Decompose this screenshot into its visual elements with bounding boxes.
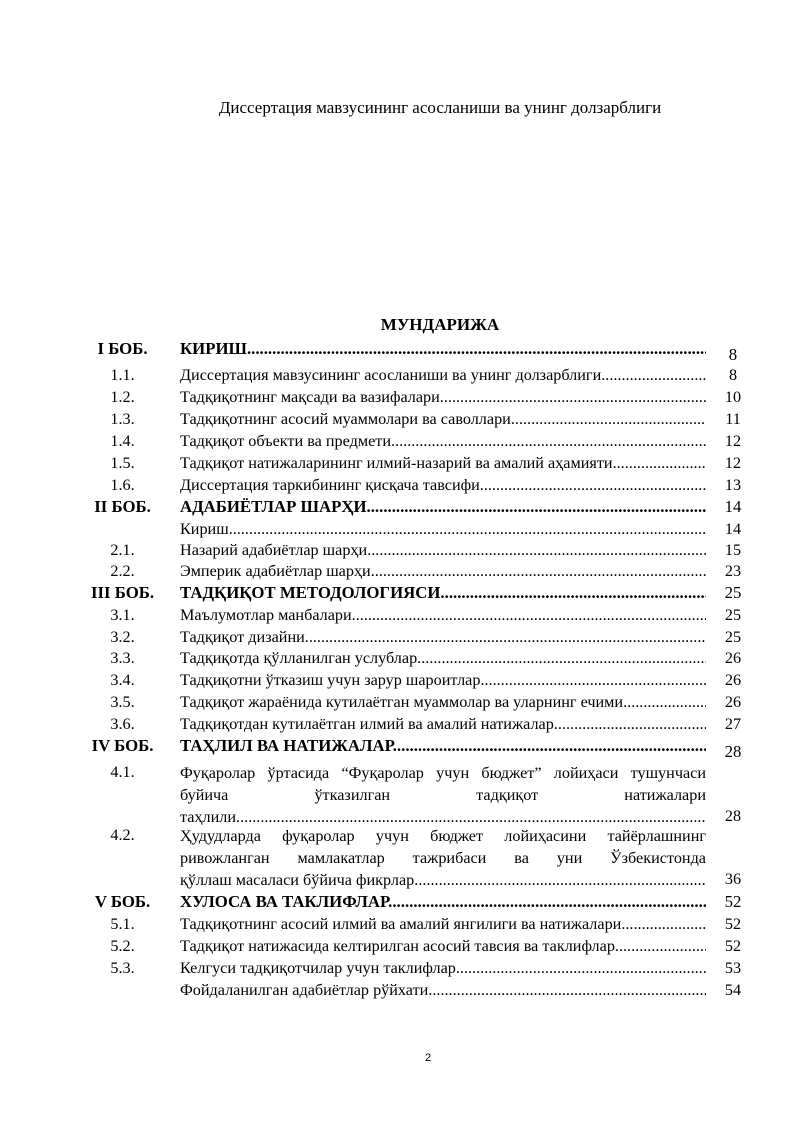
toc-entry-page: 10 — [724, 388, 742, 406]
toc-entry-title: Диссертация мавзусининг асосланиши ва унинг долзарблиги ..... — [180, 365, 706, 385]
toc-entry-page: 27 — [724, 715, 742, 733]
toc-entry-title: Кириш ..... — [180, 519, 706, 539]
toc-entry — [0, 453, 800, 473]
toc-entry-page: 53 — [724, 959, 742, 977]
toc-entry-number: 1.1. — [110, 366, 135, 384]
toc-entry-title: Тадқиқот дизайни ..... — [180, 627, 706, 647]
toc-entry-number: 1.3. — [110, 410, 135, 428]
toc-entry-page: 25 — [724, 606, 742, 624]
toc-entry-number: I БОБ. — [97, 339, 148, 358]
toc-entry-number: 2.2. — [110, 562, 135, 580]
toc-entry-page: 25 — [724, 583, 742, 602]
toc-entry-page: 36 — [724, 870, 742, 888]
toc-entry-title: Тадқиқот жараёнида кутилаётган муаммолар ва уларнинг ечими. ..... — [180, 692, 706, 712]
toc-entry-title: Назарий адабиётлар шарҳи ..... — [180, 540, 706, 560]
toc-entry-title-line: қўллаш масаласи бўйича фикрлар ..... — [180, 869, 706, 891]
toc-entry-page: 13 — [724, 476, 742, 494]
toc-entry-number: 3.5. — [110, 693, 135, 711]
toc-entry — [0, 670, 800, 690]
toc-entry — [0, 475, 800, 495]
toc-entry-title-line: ривожланган мамлакатлар тажрибаси ва уни Ўзбекистонда — [180, 849, 706, 867]
toc-entry-page: 28 — [724, 807, 742, 825]
toc-entry-page: 26 — [724, 671, 742, 689]
toc-entry-title: Эмперик адабиётлар шарҳи ..... — [180, 561, 706, 581]
toc-entry-title: ТАДҚИҚОТ МЕТОДОЛОГИЯСИ ..... — [180, 583, 706, 603]
toc-entry-page: 15 — [724, 541, 742, 559]
toc-entry-number: 3.2. — [110, 628, 135, 646]
toc-entry-title: Тадқиқот объекти ва предмети ..... — [180, 431, 706, 451]
toc-entry-page: 14 — [724, 520, 742, 538]
toc-entry-title — [180, 762, 706, 828]
toc-entry — [0, 648, 800, 668]
toc-entry-number: 3.3. — [110, 649, 135, 667]
toc-entry — [0, 714, 800, 734]
toc-entry-number: V БОБ. — [94, 892, 151, 911]
toc-entry-number: 1.5. — [110, 454, 135, 472]
toc-entry — [0, 497, 800, 517]
header-title: Диссертация мавзусининг асосланиши ва унинг долзарблиги — [218, 98, 662, 117]
toc-entry-number: 2.1. — [110, 541, 135, 559]
toc-entry-title: Тадқиқот натижаларининг илмий-назарий ва амалий аҳамияти ..... — [180, 453, 706, 473]
toc-entry-number: II БОБ. — [94, 497, 151, 516]
toc-entry-title: Маълумотлар манбалари ..... — [180, 605, 706, 625]
toc-entry-title-line: таҳлили ..... — [180, 806, 706, 828]
toc-entry-page: 28 — [724, 742, 742, 761]
toc-entry — [0, 387, 800, 407]
toc-entry-title: АДАБИЁТЛАР ШАРҲИ ..... — [180, 497, 706, 517]
toc-entry-title: Диссертация таркибининг қисқача тавсифи ..... — [180, 475, 706, 495]
toc-entry-page: 26 — [724, 649, 742, 667]
toc-entry-title: Тадқиқот натижасида келтирилган асосий тавсия ва таклифлар.... ..... — [180, 936, 706, 956]
toc-entry — [0, 540, 800, 560]
toc-entry — [0, 605, 800, 625]
toc-entry-number: 1.2. — [110, 388, 135, 406]
toc-entry — [0, 914, 800, 934]
toc-entry — [0, 519, 800, 539]
toc-entry — [0, 762, 800, 828]
toc-entry — [0, 692, 800, 712]
toc-entry-title — [180, 825, 706, 891]
toc-entry — [0, 958, 800, 978]
toc-entry-number: 4.1. — [110, 763, 135, 781]
toc-entry-title: Тадқиқотдан кутилаётган илмий ва амалий натижалар ..... — [180, 714, 706, 734]
toc-entry-page: 8 — [728, 366, 738, 384]
toc-entry-page: 11 — [725, 410, 741, 428]
toc-entry-title: КИРИШ ..... — [180, 339, 706, 359]
toc-entry — [0, 936, 800, 956]
toc-entry-number: 5.2. — [110, 937, 135, 955]
toc-entry-title: ХУЛОСА ВА ТАКЛИФЛАР ..... — [180, 892, 706, 912]
toc-heading: МУНДАРИЖА — [380, 315, 500, 334]
toc-entry-page: 12 — [724, 454, 742, 472]
toc-entry-title: Тадқиқотда қўлланилган услублар ..... — [180, 648, 706, 668]
toc-entry — [0, 365, 800, 385]
toc-entry — [0, 583, 800, 603]
toc-entry — [0, 825, 800, 891]
toc-entry-number: 5.1. — [110, 915, 135, 933]
toc-entry-number: 5.3. — [110, 959, 135, 977]
toc-entry-page: 52 — [724, 937, 742, 955]
toc-entry-number: IV БОБ. — [91, 736, 154, 755]
page-number: 2 — [424, 1052, 432, 1064]
toc-entry-title: ТАҲЛИЛ ВА НАТИЖАЛАР ..... — [180, 736, 706, 756]
toc-entry-title-line: Ҳудудларда фуқаролар учун бюджет лойиҳасини тайёрлашнинг — [180, 827, 706, 845]
toc-entry-number: 1.6. — [110, 476, 135, 494]
toc-entry — [0, 980, 800, 1000]
toc-entry-title: Келгуси тадқиқотчилар учун таклифлар ..... — [180, 958, 706, 978]
toc-entry-page: 52 — [724, 915, 742, 933]
toc-entry-number: 3.4. — [110, 671, 135, 689]
toc-entry-title-line: Фуқаролар ўртасида “Фуқаролар учун бюджет” лойиҳаси — [180, 764, 631, 782]
toc-entry — [0, 339, 800, 364]
toc-entry-page: 8 — [728, 345, 738, 364]
toc-entry-number: 3.1. — [110, 606, 135, 624]
toc-entry-page: 23 — [724, 562, 742, 580]
toc-entry-title: Тадқиқотнинг асосий муаммолари ва саволлари ..... — [180, 409, 706, 429]
toc-entry — [0, 892, 800, 912]
toc-entry — [0, 627, 800, 647]
toc-entry — [0, 431, 800, 451]
toc-entry-page: 12 — [724, 432, 742, 450]
toc-entry-number: III БОБ. — [90, 583, 155, 602]
toc-entry-title: Тадқиқотни ўтказиш учун зарур шароитлар ..... — [180, 670, 706, 690]
toc-entry — [0, 561, 800, 581]
toc-entry — [0, 736, 800, 761]
toc-entry-page: 25 — [724, 628, 742, 646]
toc-entry-number: 4.2. — [110, 826, 135, 844]
toc-entry-title: Тадқиқотнинг асосий илмий ва амалий янгилиги ва натижалари.. ..... — [180, 914, 706, 934]
toc-entry-page: 26 — [724, 693, 742, 711]
toc-entry-number: 1.4. — [110, 432, 135, 450]
toc-entry-number: 3.6. — [110, 715, 135, 733]
toc-entry — [0, 409, 800, 429]
toc-entry-page: 52 — [724, 892, 742, 911]
toc-entry-page: 54 — [724, 981, 742, 999]
toc-entry-title: Тадқиқотнинг мақсади ва вазифалари ..... — [180, 387, 706, 407]
toc-entry-page: 14 — [724, 497, 742, 516]
toc-entry-title: Фойдаланилган адабиётлар рўйхати ..... — [180, 980, 706, 1000]
toc-entry-title-line: тушунчаси буйича ўтказилган тадқиқот натижалари — [180, 764, 706, 804]
